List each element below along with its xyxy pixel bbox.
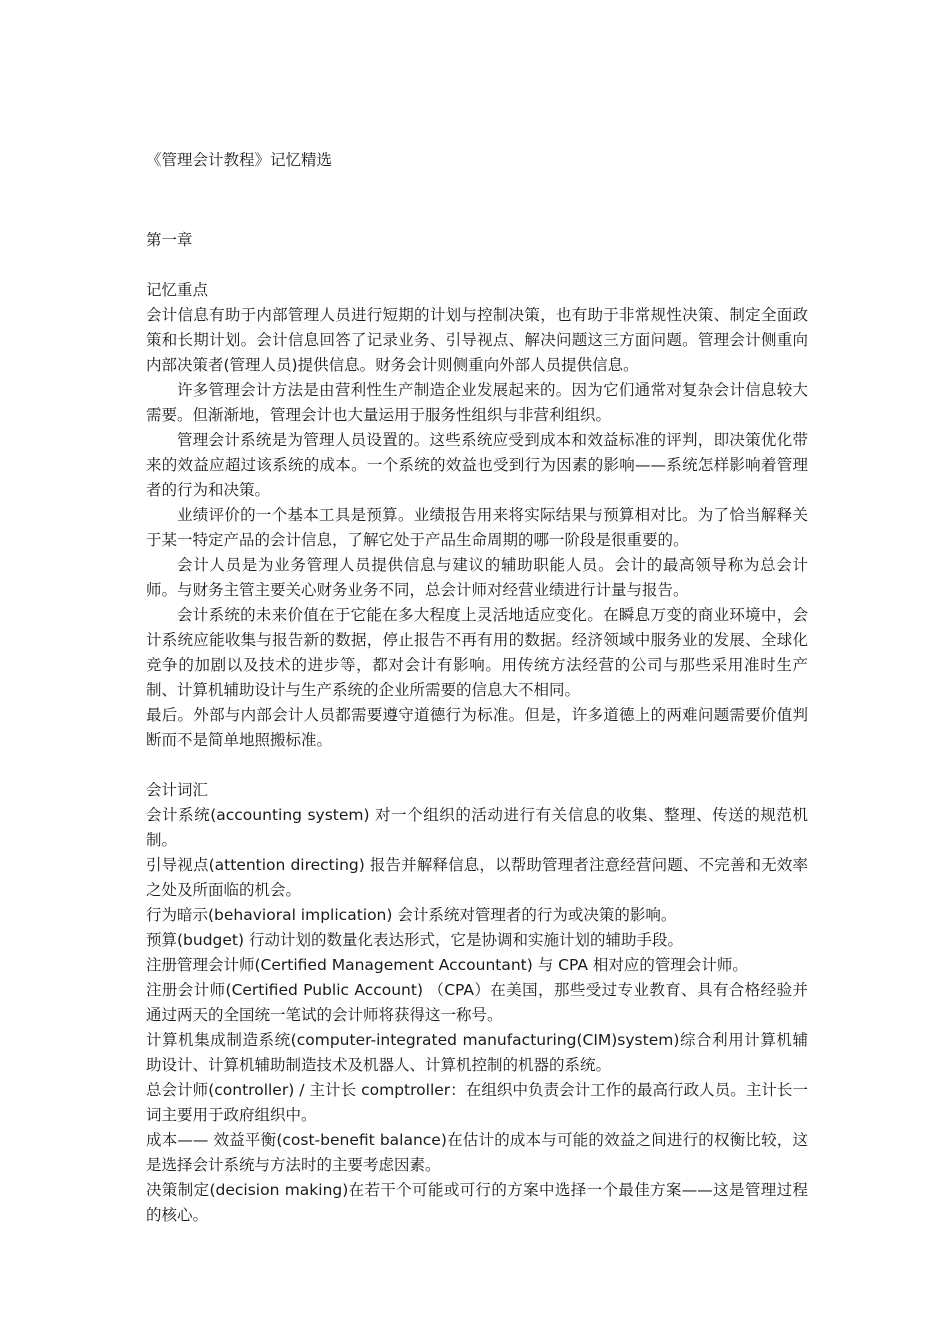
key-point-paragraph: 会计信息有助于内部管理人员进行短期的计划与控制决策，也有助于非常规性决策、制定全面政策和长期计划。会计信息回答了记录业务、引导视点、解决问题这三方面问题。管理会计侧重向内部决策者(管理人员)提供信息。财务会计则侧重向外部人员提供信息。 xyxy=(146,306,808,374)
document-title: 《管理会计教程》记忆精选 xyxy=(146,151,333,169)
vocabulary-item: 计算机集成制造系统(computer-integrated manufacturing(CIM)system)综合利用计算机辅助设计、计算机辅助制造技术及机器人、计算机控制的机器的系统。 xyxy=(146,1031,808,1074)
vocabulary-list xyxy=(146,803,808,1228)
key-point-paragraph: 会计系统的未来价值在于它能在多大程度上灵活地适应变化。在瞬息万变的商业环境中，会计系统应能收集与报告新的数据，停止报告不再有用的数据。经济领域中服务业的发展、全球化竞争的加剧以及技术的进步等，都对会计有影响。用传统方法经营的公司与那些采用准时生产制、计算机辅助设计与生产系统的企业所需要的信息大不相同。 xyxy=(146,606,808,699)
chapter-heading: 第一章 xyxy=(146,231,193,249)
vocabulary-item: 总会计师(controller) / 主计长 comptroller：在组织中负责会计工作的最高行政人员。主计长一词主要用于政府组织中。 xyxy=(146,1081,808,1124)
key-point-paragraph: 业绩评价的一个基本工具是预算。业绩报告用来将实际结果与预算相对比。为了恰当解释关于某一特定产品的会计信息，了解它处于产品生命周期的哪一阶段是很重要的。 xyxy=(146,506,808,549)
key-points-section xyxy=(146,303,808,753)
document-page xyxy=(146,148,808,1228)
vocabulary-item: 引导视点(attention directing) 报告并解释信息，以帮助管理者注意经营问题、不完善和无效率之处及所面临的机会。 xyxy=(146,856,808,899)
key-point-paragraph: 管理会计系统是为管理人员设置的。这些系统应受到成本和效益标准的评判，即决策优化带来的效益应超过该系统的成本。一个系统的效益也受到行为因素的影响——系统怎样影响着管理者的行为和决策。 xyxy=(146,431,808,499)
vocabulary-item: 行为暗示(behavioral implication) 会计系统对管理者的行为或决策的影响。 xyxy=(146,906,677,924)
vocabulary-item: 预算(budget) 行动计划的数量化表达形式，它是协调和实施计划的辅助手段。 xyxy=(146,931,683,949)
vocabulary-item: 注册会计师(Certified Public Account) （CPA）在美国，那些受过专业教育、具有合格经验并通过两天的全国统一笔试的会计师将获得这一称号。 xyxy=(146,981,808,1024)
key-point-paragraph: 最后。外部与内部会计人员都需要遵守道德行为标准。但是，许多道德上的两难问题需要价值判断而不是简单地照搬标准。 xyxy=(146,706,808,749)
vocabulary-item: 注册管理会计师(Certified Management Accountant) 与 CPA 相对应的管理会计师。 xyxy=(146,956,748,974)
vocabulary-item: 成本—— 效益平衡(cost-benefit balance)在估计的成本与可能的效益之间进行的权衡比较，这是选择会计系统与方法时的主要考虑因素。 xyxy=(146,1131,808,1174)
vocabulary-item: 决策制定(decision making)在若干个可能或可行的方案中选择一个最佳方案——这是管理过程的核心。 xyxy=(146,1181,808,1224)
vocabulary-item: 会计系统(accounting system) 对一个组织的活动进行有关信息的收集、整理、传送的规范机制。 xyxy=(146,806,808,849)
key-point-paragraph: 许多管理会计方法是由营利性生产制造企业发展起来的。因为它们通常对复杂会计信息较大需要。但渐渐地，管理会计也大量运用于服务性组织与非营利组织。 xyxy=(146,381,808,424)
vocabulary-heading: 会计词汇 xyxy=(146,781,209,799)
key-points-heading: 记忆重点 xyxy=(146,281,209,299)
key-point-paragraph: 会计人员是为业务管理人员提供信息与建议的辅助职能人员。会计的最高领导称为总会计师。与财务主管主要关心财务业务不同，总会计师对经营业绩进行计量与报告。 xyxy=(146,556,808,599)
